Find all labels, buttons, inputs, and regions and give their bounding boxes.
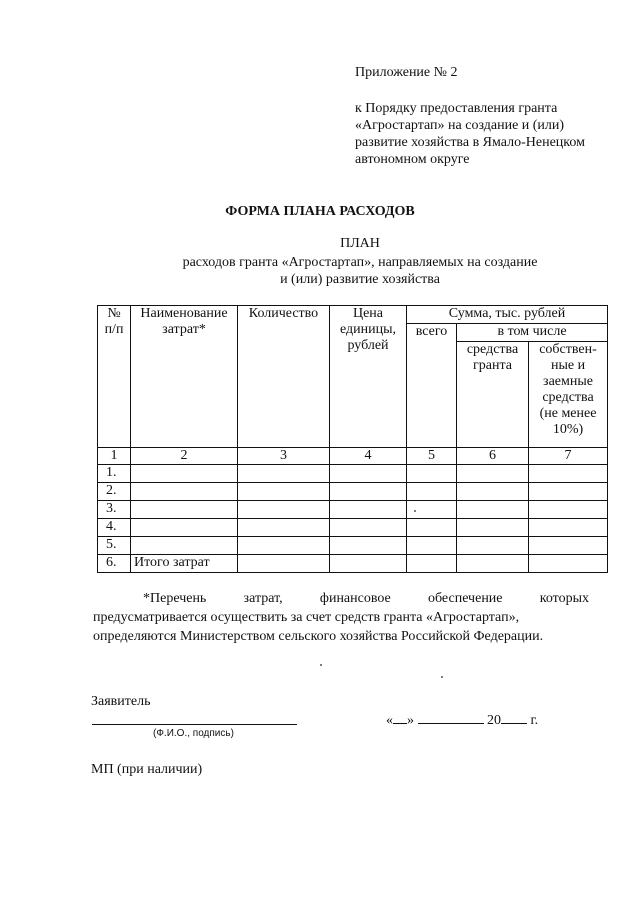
date-quote-close: » <box>407 713 414 728</box>
footnote-line: предусматривается осуществить за счет средств гранта «Агростартап», <box>93 610 520 625</box>
header-including: в том числе <box>457 324 608 342</box>
row-grant-cell[interactable] <box>457 519 529 537</box>
year-prefix: 20 <box>487 713 501 728</box>
row-quantity-cell[interactable] <box>238 519 330 537</box>
header-total: всего <box>407 324 457 448</box>
table-row <box>98 537 608 555</box>
plan-subtitle-line: расходов гранта «Агростартап», направляемых на создание <box>182 255 538 270</box>
row-total-cell[interactable] <box>407 465 457 483</box>
row-own-cell[interactable] <box>529 555 608 573</box>
row-own-cell[interactable] <box>529 483 608 501</box>
row-quantity-cell[interactable] <box>238 501 330 519</box>
signature-caption: (Ф.И.О., подпись) <box>153 728 234 739</box>
column-number: 7 <box>529 448 608 465</box>
appendix-title: Приложение № 2 <box>355 65 458 80</box>
row-own-cell[interactable] <box>529 465 608 483</box>
header-own-funds <box>529 342 608 448</box>
appendix-line: «Агростартап» на создание и (или) <box>355 118 565 133</box>
header-price-line: рублей <box>347 338 389 353</box>
header-name <box>131 306 238 448</box>
column-number: 5 <box>407 448 457 465</box>
column-number-row <box>98 448 608 465</box>
column-number: 3 <box>238 448 330 465</box>
day-blank[interactable] <box>393 711 407 724</box>
date-field <box>386 711 538 729</box>
plan-subtitle <box>0 254 640 288</box>
footnote <box>93 589 589 646</box>
table-row-total <box>98 555 608 573</box>
row-quantity-cell[interactable] <box>238 465 330 483</box>
header-number-line: № <box>107 306 121 321</box>
row-number: 6. <box>98 555 131 573</box>
row-quantity-cell[interactable] <box>238 537 330 555</box>
header-name-line: Наименование <box>140 306 228 321</box>
row-own-cell[interactable] <box>529 501 608 519</box>
column-number: 2 <box>131 448 238 465</box>
appendix-reference <box>355 100 585 168</box>
table-row <box>98 465 608 483</box>
row-name-cell[interactable] <box>131 465 238 483</box>
header-own-line: (не менее <box>539 406 597 421</box>
plan-subtitle-line: и (или) развитие хозяйства <box>280 272 440 287</box>
footnote-line: определяются Министерством сельского хозяйства Российской Федерации. <box>93 629 544 644</box>
row-number: 3. <box>98 501 131 519</box>
expense-plan-table <box>97 305 608 573</box>
row-name-cell[interactable] <box>131 501 238 519</box>
header-price-line: Цена <box>352 306 384 321</box>
header-grant-line: гранта <box>473 358 512 373</box>
month-blank[interactable] <box>418 711 484 724</box>
row-name-cell[interactable] <box>131 483 238 501</box>
header-price <box>330 306 407 448</box>
applicant-label: Заявитель <box>91 694 151 709</box>
table-row <box>98 519 608 537</box>
row-total-cell[interactable] <box>407 537 457 555</box>
header-sum: Сумма, тыс. рублей <box>407 306 608 324</box>
column-number: 6 <box>457 448 529 465</box>
row-quantity-cell[interactable] <box>238 555 330 573</box>
row-grant-cell[interactable] <box>457 483 529 501</box>
header-price-line: единицы, <box>339 322 397 337</box>
form-title: ФОРМА ПЛАНА РАСХОДОВ <box>225 204 415 219</box>
row-number: 5. <box>98 537 131 555</box>
row-price-cell[interactable] <box>330 555 407 573</box>
header-own-line: 10%) <box>552 422 584 437</box>
row-total-cell[interactable] <box>407 555 457 573</box>
header-own-line: собствен- <box>539 342 597 357</box>
appendix-line: автономном округе <box>355 152 470 167</box>
stray-dot <box>441 676 443 678</box>
appendix-line: к Порядку предоставления гранта <box>355 101 558 116</box>
row-total-cell[interactable] <box>407 501 457 519</box>
date-quote-open: « <box>386 713 393 728</box>
row-own-cell[interactable] <box>529 519 608 537</box>
row-name-cell: Итого затрат <box>131 555 238 573</box>
stray-dot <box>320 664 322 666</box>
row-grant-cell[interactable] <box>457 465 529 483</box>
table-row <box>98 501 608 519</box>
header-grant-funds <box>457 342 529 448</box>
row-price-cell[interactable] <box>330 519 407 537</box>
stamp-label: МП (при наличии) <box>91 762 203 777</box>
year-suffix: г. <box>530 713 539 728</box>
appendix-line: развитие хозяйства в Ямало-Ненецком <box>355 135 585 150</box>
stray-dot <box>414 510 416 512</box>
row-name-cell[interactable] <box>131 519 238 537</box>
row-total-cell[interactable] <box>407 483 457 501</box>
row-grant-cell[interactable] <box>457 537 529 555</box>
header-own-line: ные и <box>550 358 586 373</box>
row-price-cell[interactable] <box>330 501 407 519</box>
signature-line[interactable] <box>92 723 297 725</box>
row-number: 2. <box>98 483 131 501</box>
row-name-cell[interactable] <box>131 537 238 555</box>
footnote-line: *Перечень затрат, финансовое обеспечение которых <box>143 591 589 606</box>
row-own-cell[interactable] <box>529 537 608 555</box>
column-number: 4 <box>330 448 407 465</box>
header-number-line: п/п <box>104 322 124 337</box>
row-price-cell[interactable] <box>330 465 407 483</box>
row-grant-cell[interactable] <box>457 501 529 519</box>
header-grant-line: средства <box>466 342 519 357</box>
row-number: 4. <box>98 519 131 537</box>
row-number: 1. <box>98 465 131 483</box>
header-own-line: средства <box>542 390 594 405</box>
column-number: 1 <box>98 448 131 465</box>
row-total-cell[interactable] <box>407 519 457 537</box>
header-quantity: Количество <box>238 306 330 448</box>
row-grant-cell[interactable] <box>457 555 529 573</box>
plan-title: ПЛАН <box>340 236 380 251</box>
table-row <box>98 483 608 501</box>
header-name-line: затрат* <box>162 322 206 337</box>
year-blank[interactable] <box>501 711 527 724</box>
row-quantity-cell[interactable] <box>238 483 330 501</box>
header-own-line: заемные <box>543 374 593 389</box>
row-price-cell[interactable] <box>330 483 407 501</box>
header-number <box>98 306 131 448</box>
row-price-cell[interactable] <box>330 537 407 555</box>
